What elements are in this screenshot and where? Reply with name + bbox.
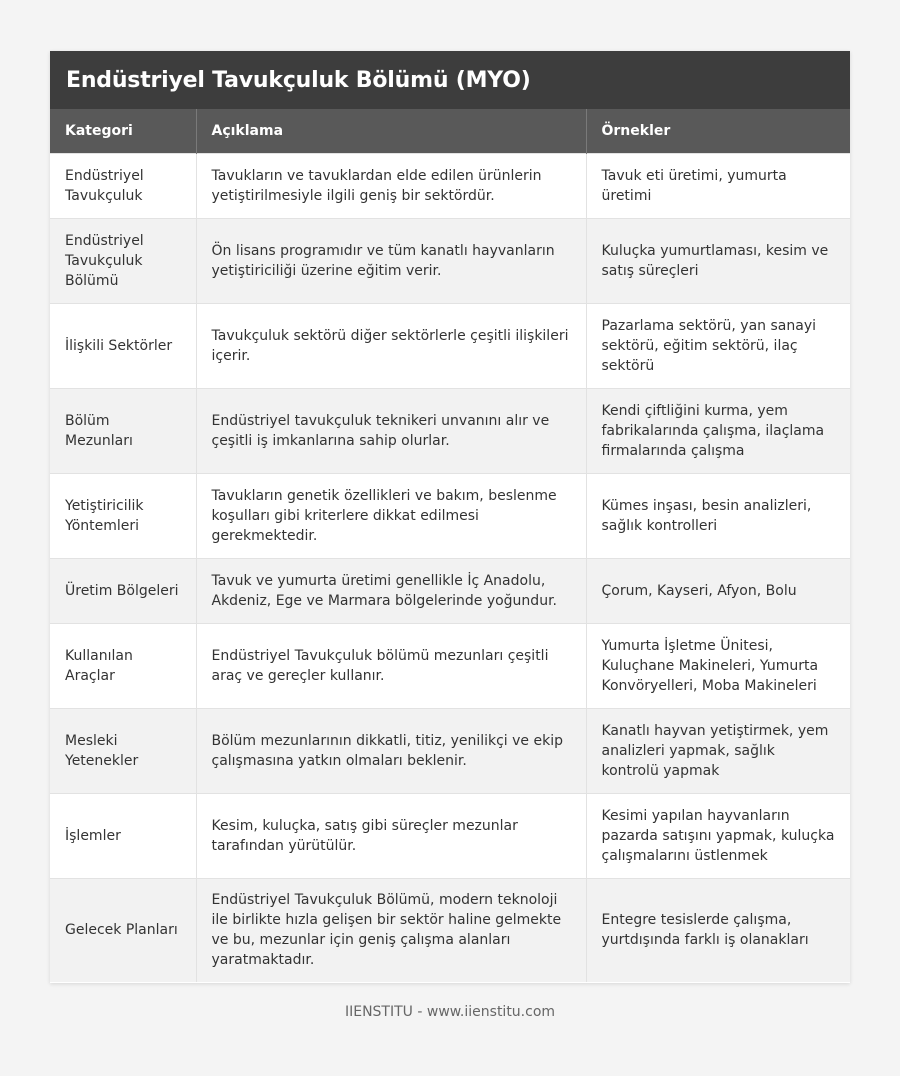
table-row (50, 473, 850, 558)
footer-credit: IIENSTITU - www.iienstitu.com (344, 1004, 556, 1020)
cell-ornekler: Yumurta İşletme Ünitesi, Kuluçhane Makineleri, Yumurta Konvöryelleri, Moba Makineleri (586, 623, 850, 708)
column-header-aciklama: Açıklama (196, 109, 586, 153)
cell-aciklama: Endüstriyel tavukçuluk teknikeri unvanını alır ve çeşitli iş imkanlarına sahip olurlar. (196, 388, 586, 473)
cell-kategori: Endüstriyel Tavukçuluk Bölümü (50, 218, 196, 303)
cell-ornekler: Tavuk eti üretimi, yumurta üretimi (586, 153, 850, 218)
cell-aciklama: Tavukların genetik özellikleri ve bakım, beslenme koşulları gibi kriterlere dikkat edilmesi gerekmektedir. (196, 473, 586, 558)
cell-aciklama: Tavuk ve yumurta üretimi genellikle İç Anadolu, Akdeniz, Ege ve Marmara bölgelerinde yoğundur. (196, 558, 586, 623)
cell-ornekler: Kanatlı hayvan yetiştirmek, yem analizleri yapmak, sağlık kontrolü yapmak (586, 708, 850, 793)
cell-kategori: Yetiştiricilik Yöntemleri (50, 473, 196, 558)
cell-kategori: Endüstriyel Tavukçuluk (50, 153, 196, 218)
column-header-ornekler: Örnekler (601, 122, 671, 139)
cell-kategori: İlişkili Sektörler (50, 303, 196, 388)
cell-ornekler: Kuluçka yumurtlaması, kesim ve satış süreçleri (586, 218, 850, 303)
cell-aciklama: Tavukların ve tavuklardan elde edilen ürünlerin yetiştirilmesiyle ilgili geniş bir sektördür. (196, 153, 586, 218)
cell-aciklama: Endüstriyel Tavukçuluk Bölümü, modern teknoloji ile birlikte hızla gelişen bir sektör haline gelmekte ve bu, mezunlar için geniş çalışma alanları yaratmaktadır. (196, 878, 586, 982)
table-row (50, 218, 850, 303)
cell-aciklama: Endüstriyel Tavukçuluk bölümü mezunları çeşitli araç ve gereçler kullanır. (196, 623, 586, 708)
table-row (50, 303, 850, 388)
cell-ornekler: Pazarlama sektörü, yan sanayi sektörü, eğitim sektörü, ilaç sektörü (586, 303, 850, 388)
cell-kategori: Kullanılan Araçlar (50, 623, 196, 708)
table-row (50, 388, 850, 473)
cell-aciklama: Kesim, kuluçka, satış gibi süreçler mezunlar tarafından yürütülür. (196, 793, 586, 878)
table-row (50, 623, 850, 708)
title-bar (50, 51, 850, 109)
column-header-kategori: Kategori (50, 109, 196, 153)
cell-ornekler: Kesimi yapılan hayvanların pazarda satışını yapmak, kuluçka çalışmalarını üstlenmek (586, 793, 850, 878)
cell-ornekler: Kümes inşası, besin analizleri, sağlık kontrolleri (586, 473, 850, 558)
cell-kategori: Mesleki Yetenekler (50, 708, 196, 793)
cell-aciklama: Ön lisans programıdır ve tüm kanatlı hayvanların yetiştiriciliği üzerine eğitim verir. (196, 218, 586, 303)
table-title: Endüstriyel Tavukçuluk Bölümü (MYO) (66, 67, 531, 93)
cell-kategori: Üretim Bölgeleri (50, 558, 196, 623)
header-row (50, 109, 850, 153)
info-table (50, 109, 850, 982)
cell-kategori: Bölüm Mezunları (50, 388, 196, 473)
cell-ornekler: Entegre tesislerde çalışma, yurtdışında farklı iş olanakları (586, 878, 850, 982)
table-row (50, 878, 850, 982)
table-row (50, 708, 850, 793)
cell-ornekler: Çorum, Kayseri, Afyon, Bolu (586, 558, 850, 623)
cell-ornekler: Kendi çiftliğini kurma, yem fabrikalarında çalışma, ilaçlama firmalarında çalışma (586, 388, 850, 473)
cell-aciklama: Bölüm mezunlarının dikkatli, titiz, yenilikçi ve ekip çalışmasına yatkın olmaları beklenir. (196, 708, 586, 793)
cell-kategori: Gelecek Planları (50, 878, 196, 982)
cell-aciklama: Tavukçuluk sektörü diğer sektörlerle çeşitli ilişkileri içerir. (196, 303, 586, 388)
cell-kategori: İşlemler (50, 793, 196, 878)
table-row (50, 153, 850, 218)
table-card (50, 51, 850, 983)
table-row (50, 558, 850, 623)
table-row (50, 793, 850, 878)
